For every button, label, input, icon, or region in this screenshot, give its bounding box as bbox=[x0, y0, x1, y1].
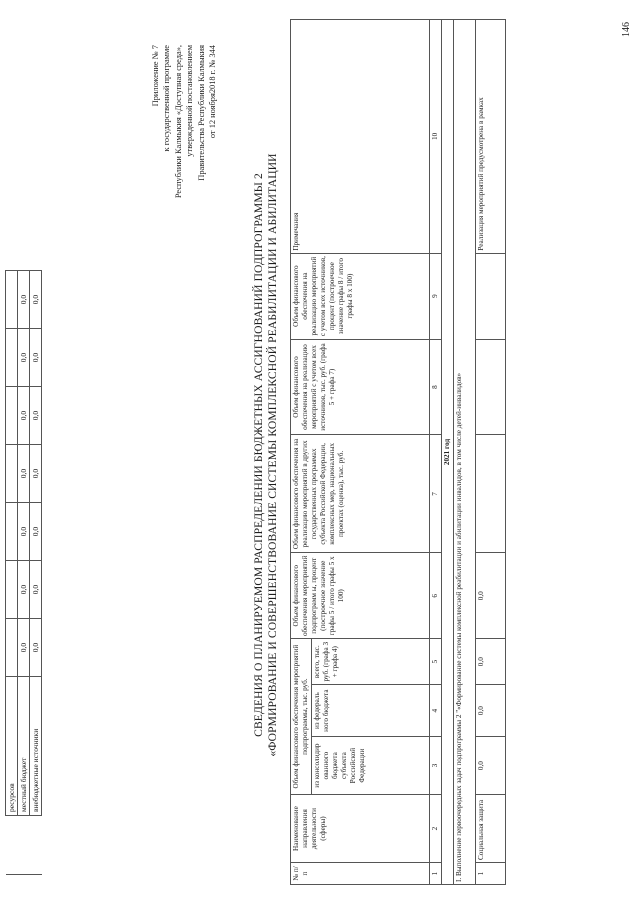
table-row: 1 Социальная защита 0,0 0,0 0,0 0,0 Реализация мероприятий предусмотрена в рамках bbox=[476, 20, 506, 885]
header-consolidated: из консолидир ованного бюджета субъекта Российской Федерации bbox=[312, 737, 430, 795]
header-other-programs: Объем финансового обеспечения на реализацию мероприятий в других государственных программах субъекта Российской Федерации, комплексных мер, национальных проектах (оценка), тыс. руб. bbox=[291, 435, 430, 553]
column-number-row: 1 2 3 4 5 6 7 8 9 10 bbox=[430, 20, 442, 885]
section-title: I. Выполнение первоочередных задач подпрограммы 2 "«Формирование системы комплексной реабилитации и абилитации инвалидов, в том числе детей-инвалидов» bbox=[454, 20, 476, 885]
table-row bbox=[6, 271, 18, 875]
table-row: внебюджетные источники 0,0 0,0 0,0 0,0 0,0 0,0 0,0 bbox=[30, 271, 42, 875]
header-funding-group: Объем финансового обеспечения мероприятий подпрограммы, тыс. руб. bbox=[291, 639, 312, 795]
year-row bbox=[442, 20, 454, 885]
header-num: № п/п bbox=[291, 863, 430, 885]
header-all-sources: Объем финансового обеспечения на реализацию мероприятий с учетом всех источников, тыс. руб. (графа 5 + графа 7) bbox=[291, 339, 430, 435]
header-direction: Наименование направления деятельности (сферы) bbox=[291, 795, 430, 863]
page-number: 146 bbox=[621, 22, 632, 37]
header-notes: Примечания bbox=[291, 20, 430, 254]
appendix-note: Приложение № 7 к государственной программе Республики Калмыкия «Доступная среда», утвержденной постановлением Правительства Республики Калмыкия от 12 ноября2018 г. № 344 bbox=[151, 45, 218, 199]
table-row: местный бюджет 0,0 0,0 0,0 0,0 0,0 0,0 0,0 bbox=[18, 271, 30, 875]
budget-table bbox=[290, 19, 506, 885]
header-all-sources-pct: Объем финансового обеспечения на реализацию мероприятий с учетом всех источников, процент (построечное значение графы 8 / итого графы 8 х 100) bbox=[291, 253, 430, 339]
year-label: 2021 год bbox=[442, 20, 454, 885]
header-share-subprogram: Объем финансового обеспечения мероприятий подпрограмм ы, процент (построечное значение графы 5 / итого графы 5 х 100) bbox=[291, 553, 430, 639]
document-title: СВЕДЕНИЯ О ПЛАНИРУЕМОМ РАСПРЕДЕЛЕНИИ БЮДЖЕТНЫХ АССИГНОВАНИЙ ПОДПРОГРАММЫ 2 «ФОРМИРОВАНИЕ И СОВЕРШЕНСТВОВАНИЕ СИСТЕМЫ КОМПЛЕКСНОЙ РЕАБИЛИТАЦИИ И АБИЛИТАЦИИ bbox=[252, 153, 279, 757]
section-row bbox=[454, 20, 476, 885]
carryover-table bbox=[5, 270, 42, 875]
row-label: ресурсов bbox=[6, 677, 18, 816]
row-label: местный бюджет bbox=[18, 677, 30, 816]
header-total: всего, тыс. руб. (графа 3 + графа 4) bbox=[312, 639, 430, 685]
row-label: внебюджетные источники bbox=[30, 677, 42, 816]
header-row bbox=[291, 20, 312, 885]
header-federal: из федераль ного бюджета bbox=[312, 685, 430, 737]
